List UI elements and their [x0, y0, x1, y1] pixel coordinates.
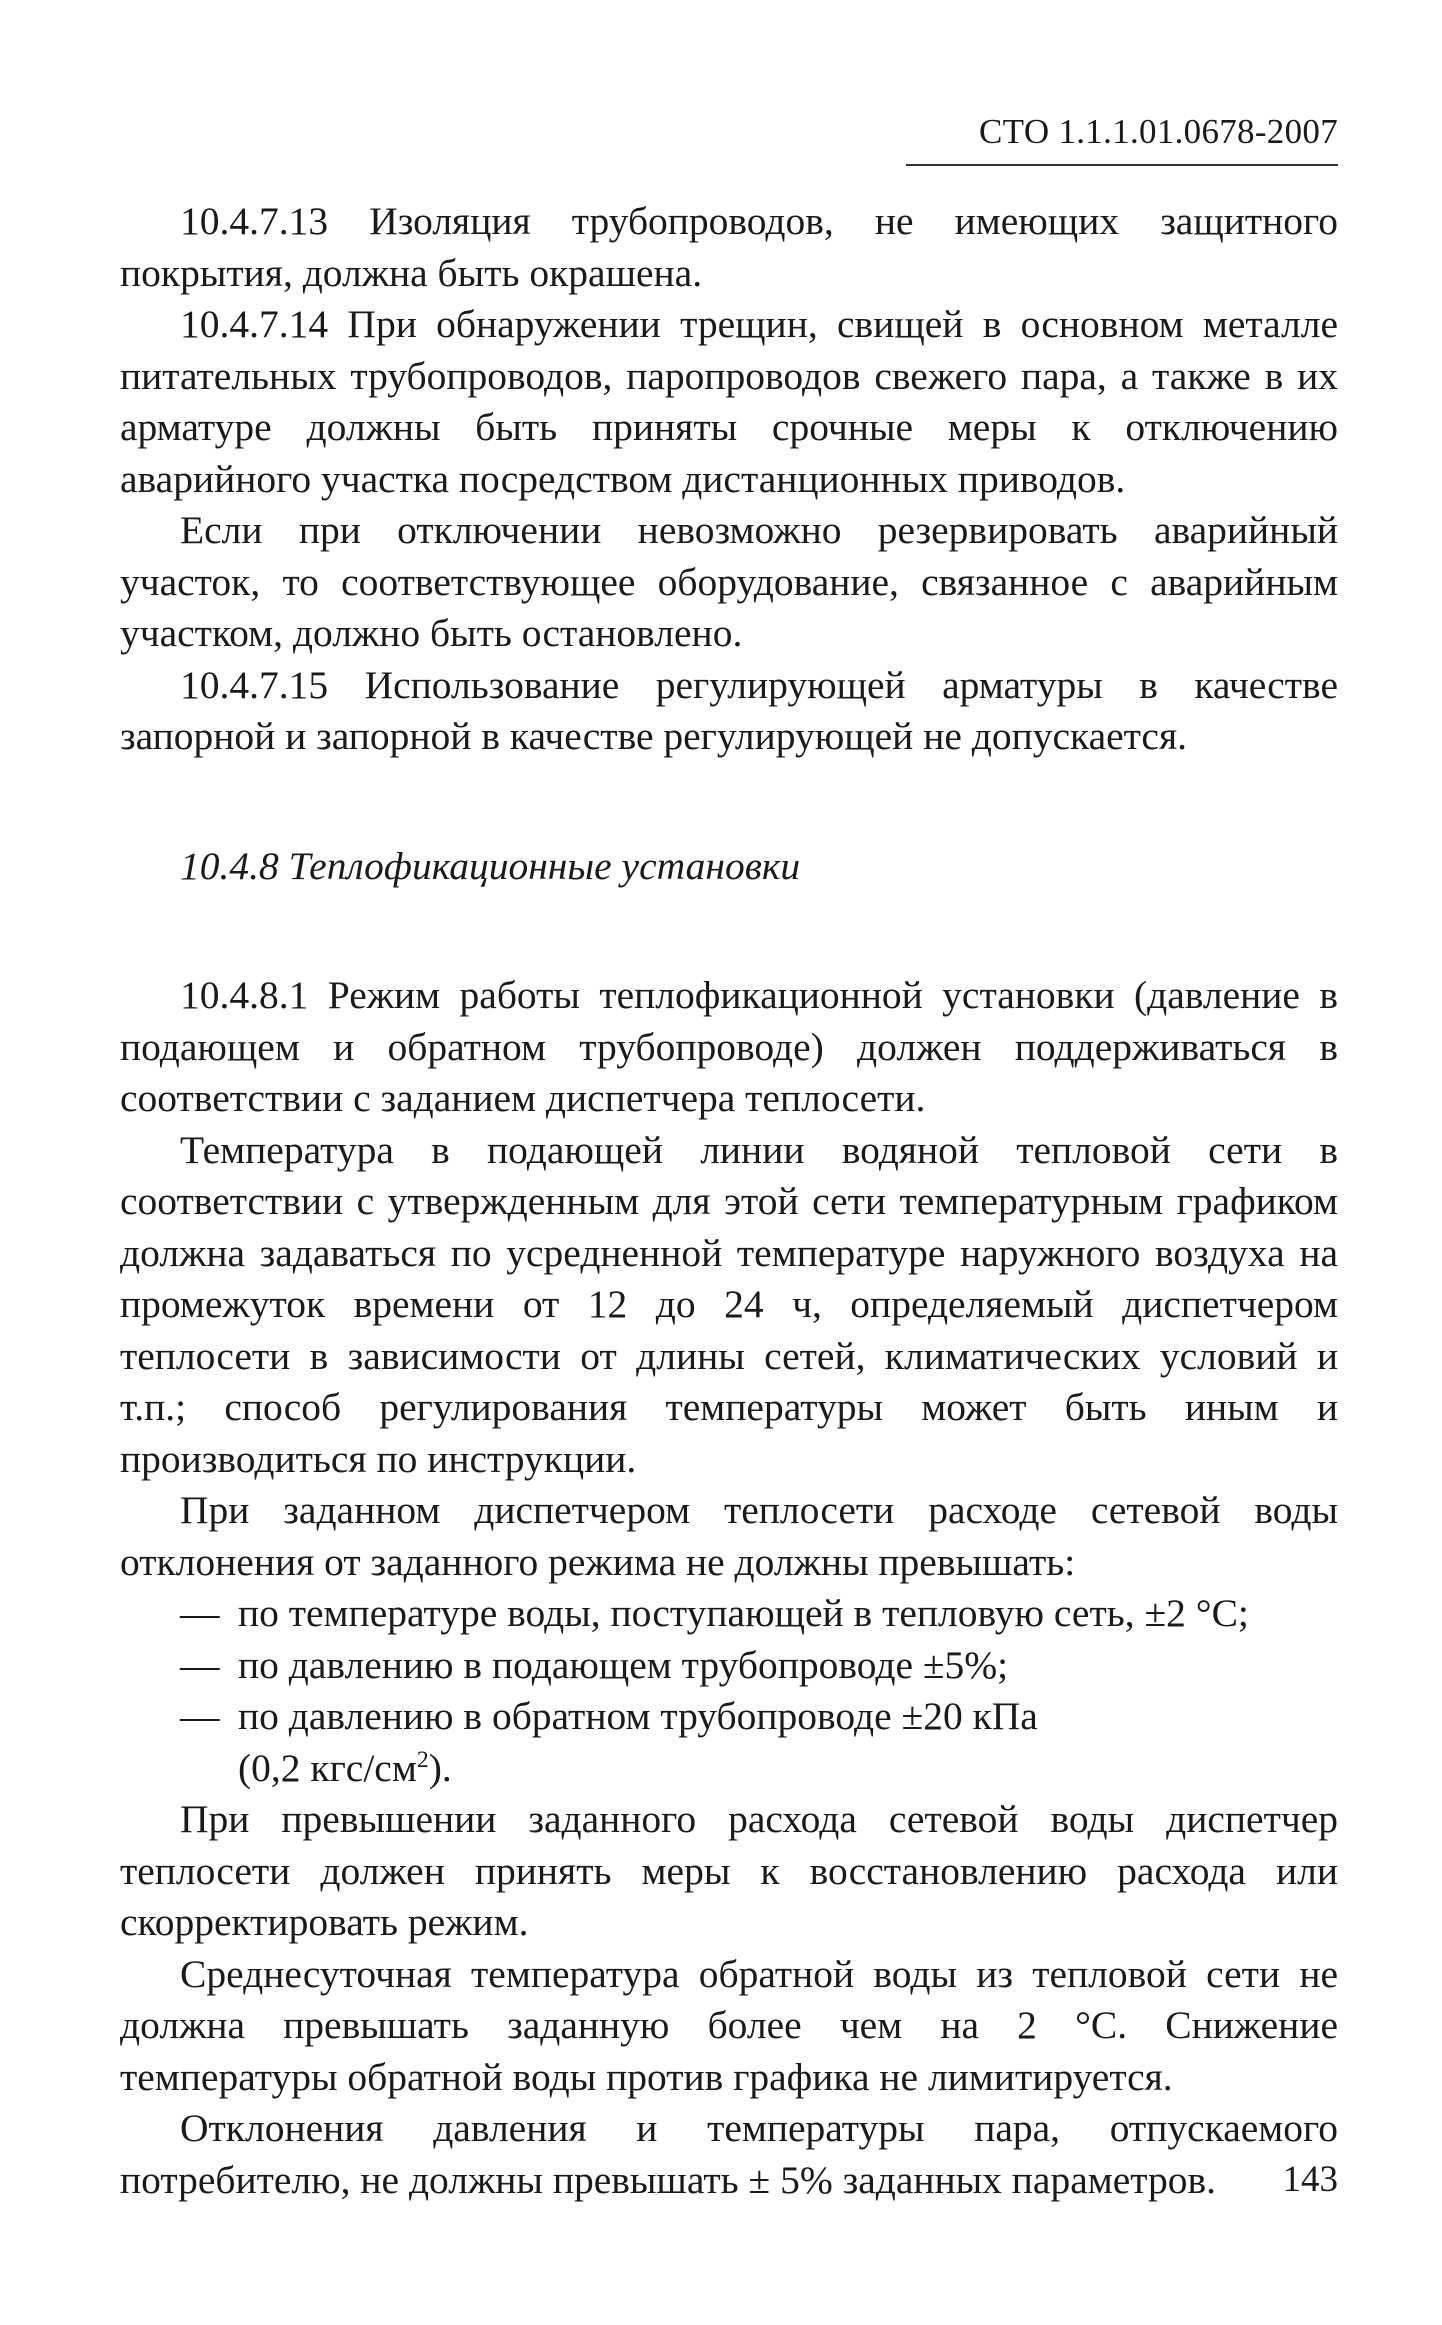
- list-item: [120, 1691, 1338, 1743]
- list-item-continuation: [120, 1743, 1338, 1795]
- paragraph-return-water: Среднесуточная температура обратной воды из тепловой сети не должна превышать заданную более чем на 2 °С. Снижение температуры обратной воды против графика не лимитируется.: [120, 1951, 1338, 2099]
- dash-marker: —: [180, 1642, 220, 1687]
- list-item-text: по давлению в подающем трубопроводе ±5%;: [238, 1642, 1009, 1687]
- deviation-list: [120, 1588, 1338, 1794]
- paragraph-emergency-section: Если при отключении невозможно резервировать аварийный участок, то соответствующее оборудование, связанное с аварийным участком, должно быть остановлено.: [120, 508, 1338, 655]
- paragraph-flow-excess: При превышении заданного расхода сетевой воды диспетчер теплосети должен принять меры к восстановлению расхода или скорректировать режим.: [120, 1797, 1338, 1944]
- paragraph-10-4-8-1: 10.4.8.1 Режим работы теплофикационной установки (давление в подающем и обратном трубопроводе) должен поддерживаться в соответствии с заданием диспетчера теплосети.: [120, 973, 1338, 1120]
- list-item-text: по температуре воды, поступающей в тепловую сеть, ±2 °С;: [238, 1591, 1249, 1635]
- list-item-text: по давлению в обратном трубопроводе ±20 кПа: [238, 1694, 1038, 1738]
- dash-marker: —: [180, 1591, 220, 1635]
- section-title: 10.4.8 Теплофикационные установки: [180, 843, 801, 888]
- paragraph-10-4-7-14: 10.4.7.14 При обнаружении трещин, свищей в основном металле питательных трубопроводов, паропроводов свежего пара, а также в их арматуре должны быть приняты срочные меры к отключению аварийного участка посредством дистанционных приводов.: [120, 302, 1338, 501]
- paragraph-temperature: Температура в подающей линии водяной тепловой сети в соответствии с утвержденным для этой сети температурным графиком должна задаваться по усредненной температуре наружного воздуха на промежуток времени от 12 до 24 ч, определяемый диспетчером теплосети в зависимости от длины сетей, климатических условий и т.п.; способ регулирования температуры может быть иным и производиться по инструкции.: [120, 1127, 1338, 1481]
- list-item: [120, 1640, 1338, 1692]
- header-rule: [906, 164, 1338, 166]
- list-item-text: ).: [428, 1745, 452, 1790]
- page-number: 143: [1282, 2159, 1338, 2200]
- paragraph-10-4-7-15: 10.4.7.15 Использование регулирующей арматуры в качестве запорной и запорной в качестве регулирующей не допускается.: [120, 662, 1338, 758]
- paragraph-steam-deviations: Отклонения давления и температуры пара, отпускаемого потребителю, не должны превышать ± 5% заданных параметров.: [120, 2106, 1338, 2202]
- document-code: СТО 1.1.1.01.0678-2007: [978, 112, 1338, 151]
- paragraph-deviations: При заданном диспетчером теплосети расходе сетевой воды отклонения от заданного режима не должны превышать:: [120, 1488, 1338, 1584]
- superscript: 2: [416, 1746, 429, 1773]
- body-text: [120, 196, 1338, 2206]
- dash-marker: —: [180, 1694, 220, 1738]
- paragraph-10-4-7-13: 10.4.7.13 Изоляция трубопроводов, не имеющих защитного покрытия, должна быть окрашена.: [120, 199, 1338, 295]
- list-item: [120, 1588, 1338, 1640]
- list-item-text: (0,2 кгс/см: [238, 1745, 417, 1790]
